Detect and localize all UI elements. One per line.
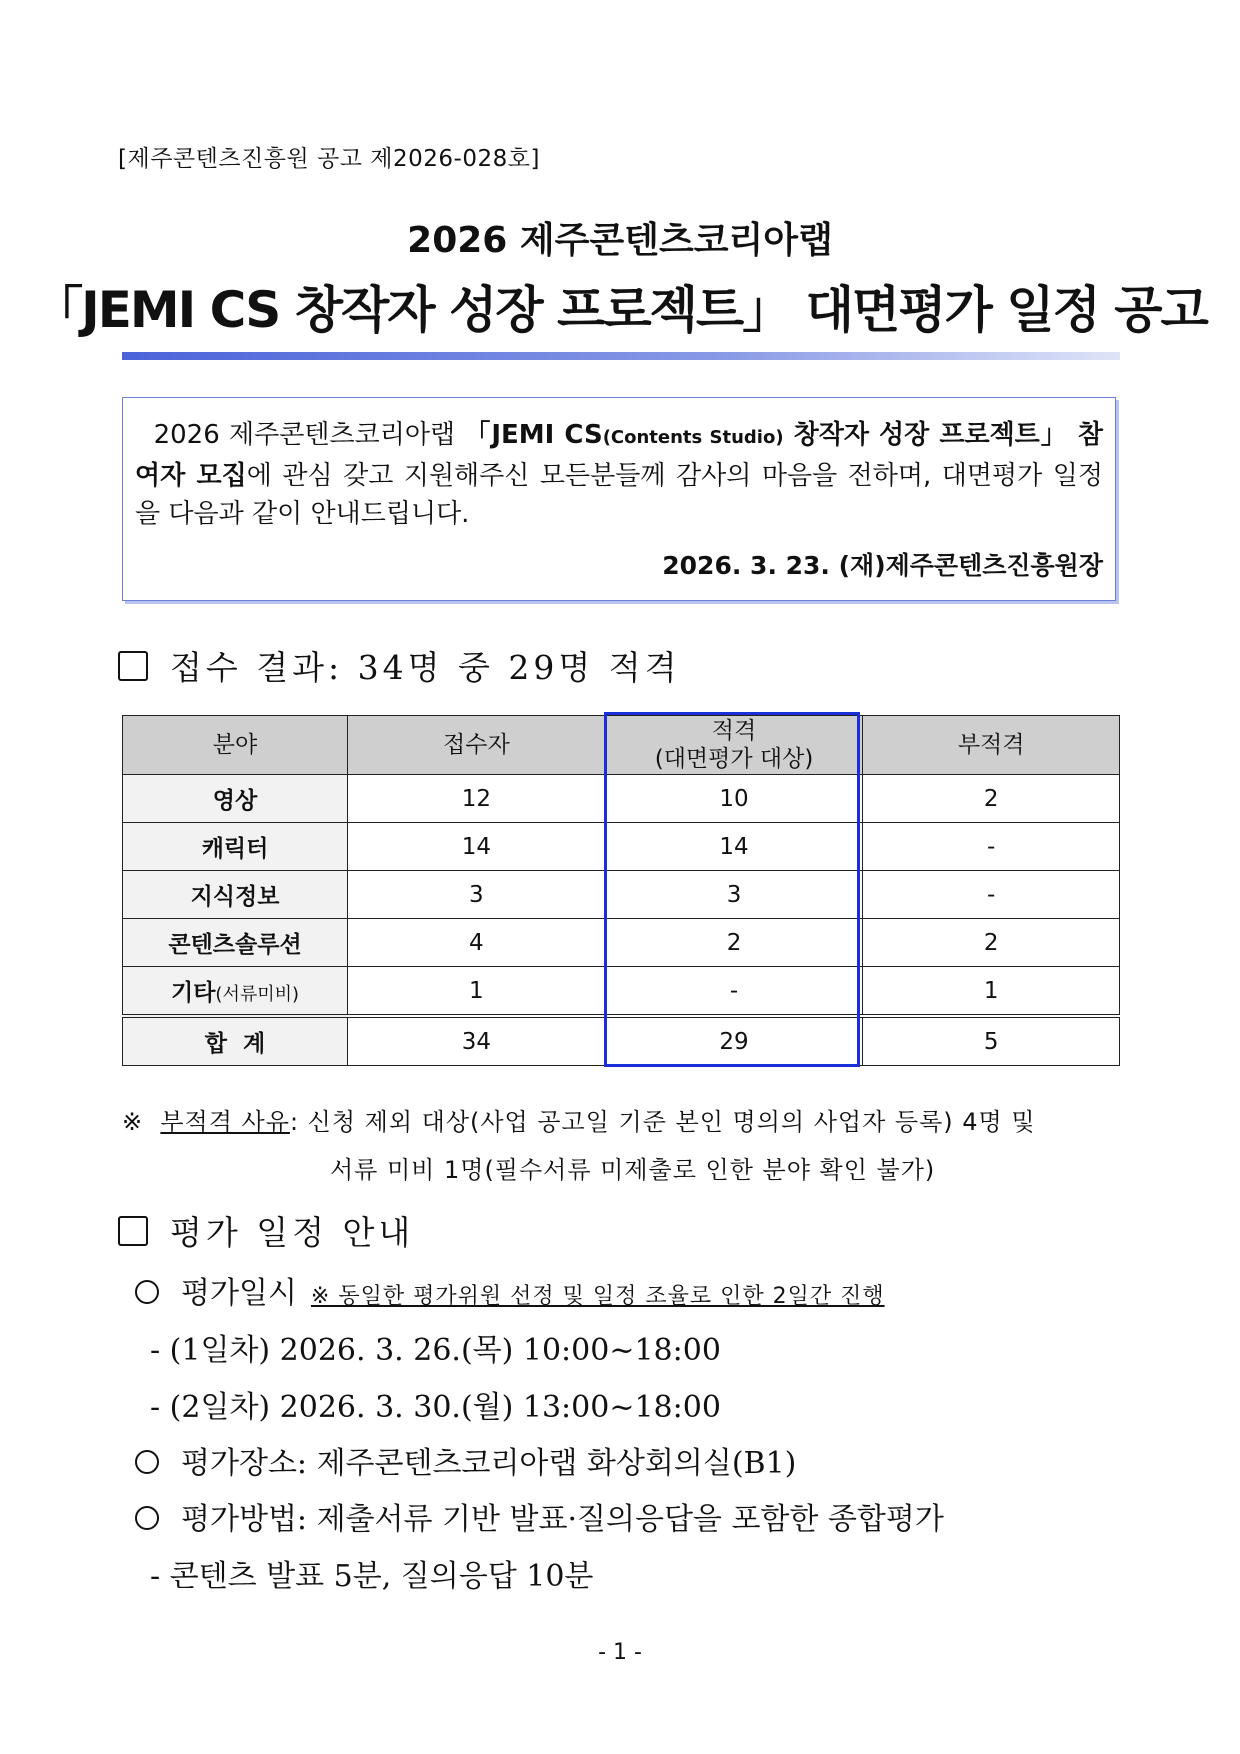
intro-part3: (Contents Studio) bbox=[602, 427, 784, 448]
header-eligible-line1: 적격 bbox=[711, 718, 757, 744]
table-row bbox=[123, 919, 1120, 967]
intro-part4: 창작자 성장 프로젝트」 참여자 모집 bbox=[135, 420, 1104, 491]
cell-ineligible: - bbox=[863, 823, 1120, 871]
ineligible-reason bbox=[122, 1098, 1120, 1194]
cell-total-ineligible: 5 bbox=[863, 1016, 1120, 1066]
header-eligible-line2: (대면평가 대상) bbox=[654, 746, 814, 772]
cell-total-applicants: 34 bbox=[348, 1016, 606, 1066]
header-ineligible: 부적격 bbox=[863, 716, 1120, 775]
table-total-row bbox=[123, 1016, 1120, 1066]
checkbox-icon bbox=[118, 1216, 148, 1246]
section-heading-results bbox=[118, 642, 680, 689]
results-table bbox=[122, 715, 1120, 1066]
notice-number: [제주콘텐츠진흥원 공고 제2026-028호] bbox=[118, 146, 540, 172]
header-applicants: 접수자 bbox=[348, 716, 606, 775]
cell-eligible: 2 bbox=[605, 919, 863, 967]
schedule-place bbox=[135, 1438, 796, 1482]
cell-field: 콘텐츠솔루션 bbox=[123, 919, 348, 967]
page-title: 「JEMI CS 창작자 성장 프로젝트」 대면평가 일정 공고 bbox=[33, 281, 1207, 339]
cell-eligible: 14 bbox=[605, 823, 863, 871]
checkbox-icon bbox=[118, 651, 148, 681]
cell-eligible: 10 bbox=[605, 775, 863, 823]
title-divider bbox=[122, 352, 1120, 360]
header-field: 분야 bbox=[123, 716, 348, 775]
table-header-row bbox=[123, 716, 1120, 775]
cell-applicants: 14 bbox=[348, 823, 606, 871]
page-number: - 1 - bbox=[598, 1640, 642, 1665]
intro-part1: 2026 제주콘텐츠코리아랩 bbox=[153, 420, 465, 450]
intro-part5: 에 관심 갖고 지원해주신 모든분들께 감사의 마음을 전하며, 대면평가 일정을 다음과 같이 안내드립니다. bbox=[135, 461, 1103, 529]
cell-applicants: 3 bbox=[348, 871, 606, 919]
reason-text1: : 신청 제외 대상(사업 공고일 기준 본인 명의의 사업자 등록) 4명 및 bbox=[289, 1108, 1036, 1136]
schedule-method bbox=[135, 1494, 944, 1538]
cell-ineligible: 2 bbox=[863, 775, 1120, 823]
cell-total-eligible: 29 bbox=[605, 1016, 863, 1066]
schedule-day1: - (1일차) 2026. 3. 26.(목) 10:00~18:00 bbox=[150, 1333, 721, 1368]
section-heading-schedule bbox=[118, 1207, 414, 1254]
cell-ineligible: 2 bbox=[863, 919, 1120, 967]
table-row bbox=[123, 967, 1120, 1017]
reason-line1 bbox=[122, 1098, 1120, 1146]
method-text: 평가방법: 제출서류 기반 발표·질의응답을 포함한 종합평가 bbox=[181, 1502, 944, 1537]
cell-ineligible: - bbox=[863, 871, 1120, 919]
reason-label: 부적격 사유 bbox=[160, 1108, 290, 1136]
circle-bullet-icon bbox=[135, 1506, 159, 1530]
datetime-label: 평가일시 bbox=[181, 1276, 297, 1311]
cell-field: 영상 bbox=[123, 775, 348, 823]
circle-bullet-icon bbox=[135, 1280, 159, 1304]
section-results-text: 접수 결과: 34명 중 29명 적격 bbox=[170, 648, 681, 687]
datetime-note: ※ 동일한 평가위원 선정 및 일정 조율로 인한 2일간 진행 bbox=[310, 1284, 885, 1309]
cell-field-name: 기타 bbox=[170, 980, 216, 1006]
signature: 2026. 3. 23. (재)제주콘텐츠진흥원장 bbox=[662, 551, 1103, 580]
table-row bbox=[123, 823, 1120, 871]
intro-part2: 「JEMI CS bbox=[464, 420, 603, 450]
schedule-day2: - (2일차) 2026. 3. 30.(월) 13:00~18:00 bbox=[150, 1390, 721, 1425]
cell-field bbox=[123, 967, 348, 1017]
table-row bbox=[123, 871, 1120, 919]
reason-text2: 서류 미비 1명(필수서류 미제출로 인한 분야 확인 불가) bbox=[330, 1156, 936, 1184]
intro-box bbox=[122, 397, 1116, 601]
reason-mark: ※ bbox=[122, 1108, 144, 1136]
header-eligible bbox=[605, 716, 863, 775]
cell-field: 지식정보 bbox=[123, 871, 348, 919]
section-schedule-text: 평가 일정 안내 bbox=[170, 1213, 415, 1252]
cell-eligible: - bbox=[605, 967, 863, 1017]
cell-ineligible: 1 bbox=[863, 967, 1120, 1017]
place-text: 평가장소: 제주콘텐츠코리아랩 화상회의실(B1) bbox=[181, 1446, 797, 1481]
cell-applicants: 1 bbox=[348, 967, 606, 1017]
intro-text bbox=[135, 416, 1103, 533]
table-row bbox=[123, 775, 1120, 823]
cell-field: 캐릭터 bbox=[123, 823, 348, 871]
cell-field-note: (서류미비) bbox=[215, 984, 300, 1005]
cell-total-label: 합 계 bbox=[123, 1016, 348, 1066]
cell-eligible: 3 bbox=[605, 871, 863, 919]
cell-applicants: 12 bbox=[348, 775, 606, 823]
title-line1: 2026 제주콘텐츠코리아랩 bbox=[407, 220, 833, 261]
schedule-method-detail: - 콘텐츠 발표 5분, 질의응답 10분 bbox=[150, 1559, 594, 1594]
circle-bullet-icon bbox=[135, 1450, 159, 1474]
cell-applicants: 4 bbox=[348, 919, 606, 967]
schedule-datetime bbox=[135, 1268, 885, 1312]
